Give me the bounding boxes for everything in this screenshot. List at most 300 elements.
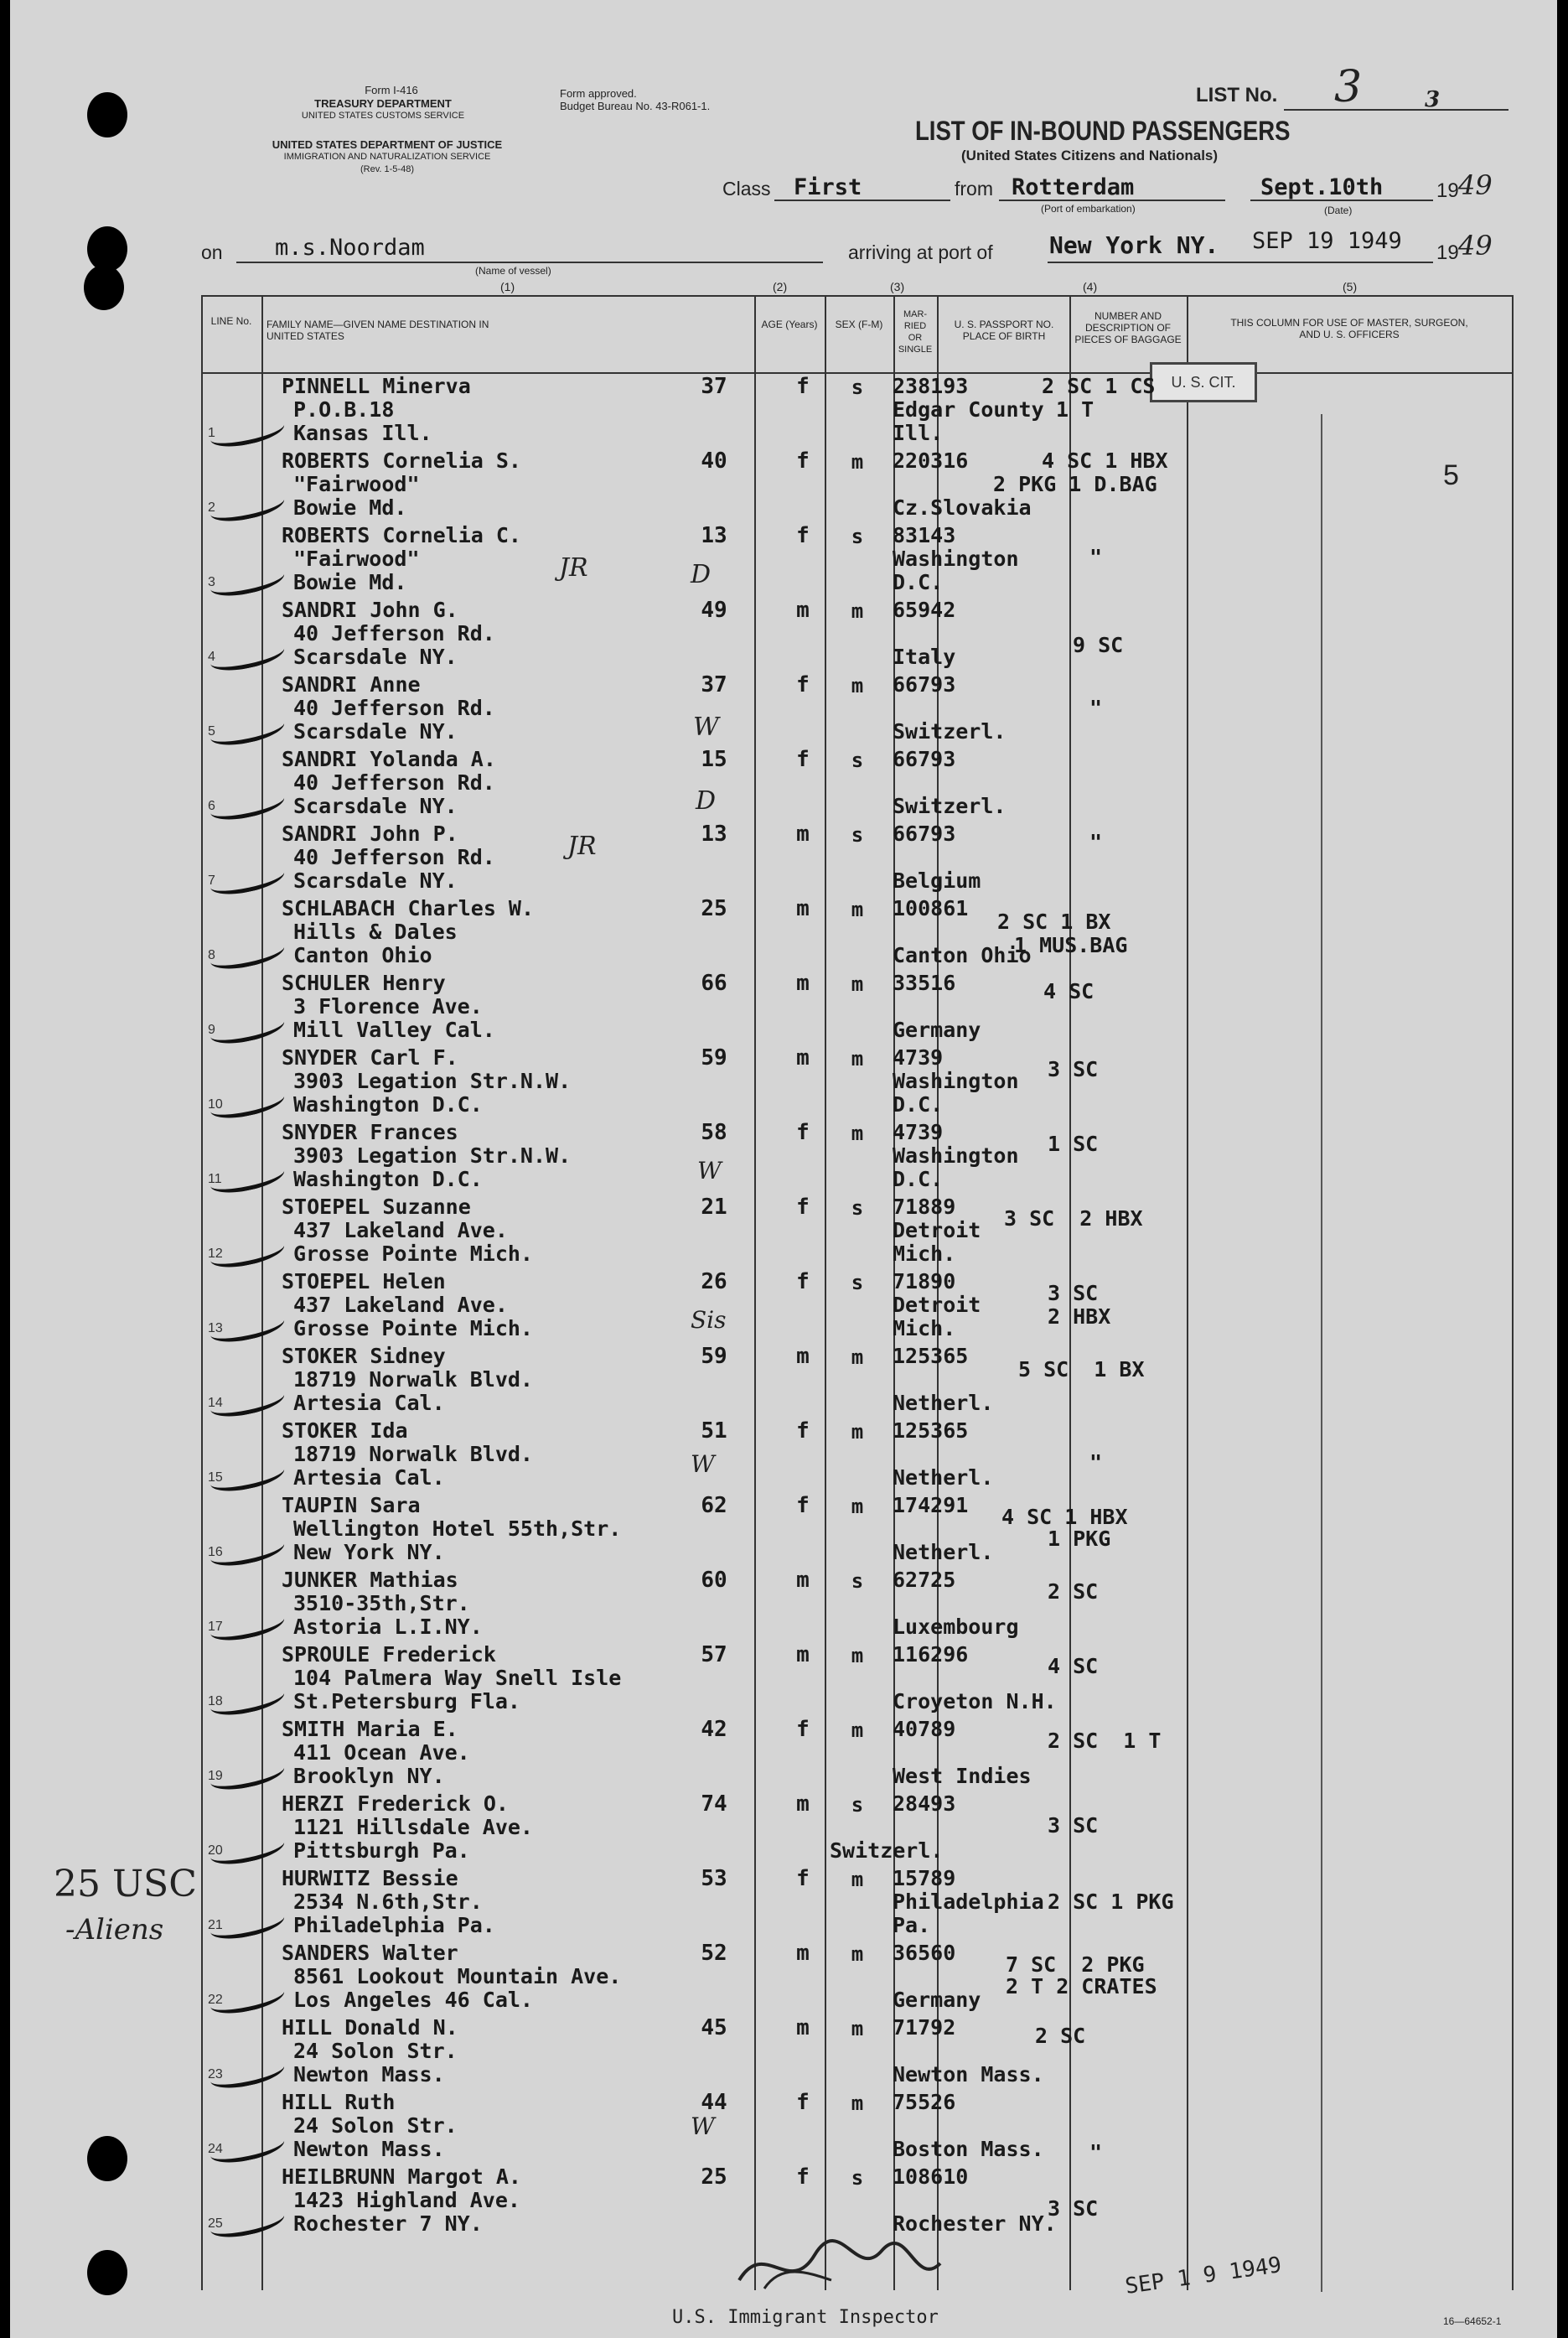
address-line-2: Artesia Cal. xyxy=(293,1391,445,1415)
sex: f xyxy=(796,1269,810,1294)
line-number: 13 xyxy=(208,1321,223,1335)
passport-number: 71792 xyxy=(893,2015,956,2040)
age: 13 xyxy=(701,523,727,548)
column-header-name: FAMILY NAME—GIVEN NAME DESTINATION IN UNITED STATES xyxy=(267,319,489,342)
passenger-row-13 xyxy=(201,1269,1557,1344)
address-line-2: Washington D.C. xyxy=(293,1167,483,1191)
sex: f xyxy=(796,672,810,697)
line-number: 23 xyxy=(208,2067,223,2081)
baggage-line-2: 2 T 2 CRATES xyxy=(1006,1974,1157,1998)
marital-status: s xyxy=(851,1271,864,1294)
marital-status: s xyxy=(851,1196,864,1220)
baggage-line-1: 2 SC 1 T xyxy=(1048,1729,1162,1753)
check-mark xyxy=(208,636,287,676)
line-number: 7 xyxy=(208,874,215,888)
birthplace-line-2: Belgium xyxy=(893,868,981,893)
annotation-jr-1: JR xyxy=(559,553,588,583)
passenger-name: HILL Donald N. xyxy=(282,2015,458,2040)
entries xyxy=(201,0,1514,2338)
baggage-line-1: 4 SC xyxy=(1043,979,1094,1003)
sex: f xyxy=(796,374,810,399)
line-number: 6 xyxy=(208,799,215,813)
address-line-2: Brooklyn NY. xyxy=(293,1764,445,1788)
sex: m xyxy=(796,1568,810,1593)
passport-number: 66793 xyxy=(893,747,956,771)
sex: f xyxy=(796,1493,810,1518)
address-line-1: 3903 Legation Str.N.W. xyxy=(293,1143,572,1168)
check-mark xyxy=(208,860,287,899)
form-approved: Form approved. xyxy=(560,87,637,100)
line-number: 20 xyxy=(208,1843,223,1858)
birthplace-line-2: D.C. xyxy=(893,570,944,594)
birthplace-line-2: Italy xyxy=(893,645,956,669)
arrival-port: New York NY. xyxy=(1049,231,1219,259)
passenger-name: SANDERS Walter xyxy=(282,1941,458,1965)
list-number-secondary: 3 xyxy=(1425,87,1441,112)
age: 52 xyxy=(701,1941,727,1966)
embarkation-date: Sept.10th xyxy=(1260,174,1384,200)
birthplace-line-2: Germany xyxy=(893,1018,981,1042)
address-line-1: 8561 Lookout Mountain Ave. xyxy=(293,1964,622,1988)
address-line-1: 3903 Legation Str.N.W. xyxy=(293,1069,572,1093)
baggage-line-2: 2 PKG 1 D.BAG xyxy=(993,472,1157,496)
column-number-4: (4) xyxy=(1083,280,1098,293)
sex: f xyxy=(796,2090,810,2115)
baggage-line-1: 1 SC xyxy=(1048,1132,1099,1156)
birthplace-line-2: Croyeton N.H. xyxy=(893,1689,1057,1713)
passenger-name: ROBERTS Cornelia S. xyxy=(282,448,521,473)
birthplace-line-1: Washington xyxy=(893,1069,1019,1093)
margin-number: 5 xyxy=(1443,459,1459,491)
address-line-1: 1423 Highland Ave. xyxy=(293,2188,520,2212)
age: 57 xyxy=(701,1642,727,1667)
budget-bureau: Budget Bureau No. 43-R061-1. xyxy=(560,100,711,112)
address-line-1: 104 Palmera Way Snell Isle xyxy=(293,1666,622,1690)
marital-status: m xyxy=(851,1345,864,1369)
age: 60 xyxy=(701,1568,727,1593)
line-number: 22 xyxy=(208,1993,223,2007)
birthplace-line-2: Netherl. xyxy=(893,1540,994,1564)
passport-number: 4739 xyxy=(893,1120,944,1144)
line-number: 12 xyxy=(208,1247,223,1261)
birthplace-line-2: D.C. xyxy=(893,1167,944,1191)
passenger-row-15 xyxy=(201,1418,1557,1493)
annotation-d-1: D xyxy=(691,560,712,589)
passenger-row-5 xyxy=(201,672,1557,747)
passenger-row-4 xyxy=(201,598,1557,672)
birthplace-line-2: West Indies xyxy=(893,1764,1032,1788)
passenger-row-8 xyxy=(201,896,1557,971)
baggage-line-1: 3 SC xyxy=(1048,2196,1099,2221)
passenger-row-16 xyxy=(201,1493,1557,1568)
line-number: 3 xyxy=(208,575,215,589)
passenger-name: STOKER Sidney xyxy=(282,1344,446,1368)
line-number: 15 xyxy=(208,1470,223,1485)
baggage-line-2: 1 MUS.BAG xyxy=(1014,933,1128,957)
marital-status: m xyxy=(851,1644,864,1667)
age: 74 xyxy=(701,1791,727,1817)
age: 40 xyxy=(701,448,727,474)
class-value: First xyxy=(794,174,862,200)
check-mark xyxy=(208,1009,287,1049)
passenger-name: ROBERTS Cornelia C. xyxy=(282,523,521,547)
page-title: LIST OF IN-BOUND PASSENGERS xyxy=(915,116,1291,146)
passenger-row-3 xyxy=(201,523,1557,598)
passenger-name: SANDRI John P. xyxy=(282,822,458,846)
passenger-name: SNYDER Frances xyxy=(282,1120,458,1144)
address-line-1: P.O.B.18 xyxy=(293,397,395,422)
passenger-row-24 xyxy=(201,2090,1557,2164)
treasury-department: TREASURY DEPARTMENT xyxy=(314,97,452,110)
address-line-2: Mill Valley Cal. xyxy=(293,1018,495,1042)
birthplace-line-2: Switzerl. xyxy=(893,794,1007,818)
age: 45 xyxy=(701,2015,727,2040)
form-number: Form I-416 xyxy=(365,84,418,96)
age: 37 xyxy=(701,374,727,399)
age: 58 xyxy=(701,1120,727,1145)
address-line-2: Canton Ohio xyxy=(293,943,432,967)
check-mark xyxy=(208,711,287,750)
address-line-1: 411 Ocean Ave. xyxy=(293,1740,470,1765)
line-number: 14 xyxy=(208,1396,223,1410)
line-number: 5 xyxy=(208,724,215,739)
passenger-row-6 xyxy=(201,747,1557,822)
age: 15 xyxy=(701,747,727,772)
sex: m xyxy=(796,598,810,623)
column-header-age: AGE (Years) xyxy=(761,319,818,330)
address-line-1: Wellington Hotel 55th,Str. xyxy=(293,1516,622,1541)
manifest-page xyxy=(10,0,1557,2338)
passport-number: 66793 xyxy=(893,822,956,846)
check-mark xyxy=(208,562,287,601)
marital-status: m xyxy=(851,2017,864,2040)
age: 26 xyxy=(701,1269,727,1294)
marital-status: m xyxy=(851,1495,864,1518)
line-number: 21 xyxy=(208,1918,223,1932)
marital-status: s xyxy=(851,823,864,847)
marital-status: s xyxy=(851,2166,864,2190)
baggage-line-1: " xyxy=(1089,696,1103,720)
passport-number: 116296 xyxy=(893,1642,969,1667)
check-mark xyxy=(208,935,287,974)
embarkation-port: Rotterdam xyxy=(1012,174,1135,200)
passport-number: 40789 xyxy=(893,1717,956,1741)
age: 49 xyxy=(701,598,727,623)
arrival-year-prefix: 19 xyxy=(1436,241,1459,264)
line-number: 24 xyxy=(208,2142,223,2156)
passenger-row-18 xyxy=(201,1642,1557,1717)
age: 59 xyxy=(701,1045,727,1071)
baggage-line-1: 3 SC xyxy=(1048,1813,1099,1838)
punch-hole xyxy=(84,265,124,310)
birthplace-line-2: Boston Mass. xyxy=(893,2137,1044,2161)
column-header-married: MAR-RIED OR SINGLE xyxy=(898,309,933,355)
immigration-service: IMMIGRATION AND NATURALIZATION SERVICE xyxy=(283,152,491,162)
baggage-line-2: 1 T xyxy=(1056,397,1094,422)
age: 37 xyxy=(701,672,727,697)
address-line-1: 18719 Norwalk Blvd. xyxy=(293,1367,533,1392)
birthplace-line-2: Switzerl. xyxy=(830,1838,944,1863)
passenger-name: STOEPEL Helen xyxy=(282,1269,446,1293)
inspection-date-stamp: SEP 1 9 1949 xyxy=(1123,2252,1284,2299)
address-line-1: 40 Jefferson Rd. xyxy=(293,696,495,720)
age: 25 xyxy=(701,2164,727,2190)
annotation-w-3: W xyxy=(691,1450,715,1478)
birthplace-line-2: Ill. xyxy=(893,421,944,445)
address-line-2: Grosse Pointe Mich. xyxy=(293,1242,533,1266)
marital-status: m xyxy=(851,1942,864,1966)
column-number-2: (2) xyxy=(773,280,788,293)
marital-status: s xyxy=(851,376,864,399)
customs-service: UNITED STATES CUSTOMS SERVICE xyxy=(301,111,465,121)
passenger-name: STOEPEL Suzanne xyxy=(282,1195,471,1219)
birthplace-line-2: Mich. xyxy=(893,1316,956,1340)
marital-status: m xyxy=(851,898,864,921)
marital-status: m xyxy=(851,599,864,623)
birthplace-line-2: Newton Mass. xyxy=(893,2062,1044,2087)
sex: f xyxy=(796,1120,810,1145)
age: 59 xyxy=(701,1344,727,1369)
check-mark xyxy=(208,487,287,526)
address-line-1: 18719 Norwalk Blvd. xyxy=(293,1442,533,1466)
passenger-name: SNYDER Carl F. xyxy=(282,1045,458,1070)
birthplace-line-2: Netherl. xyxy=(893,1391,994,1415)
sex: f xyxy=(796,2164,810,2190)
baggage-line-1: 2 SC xyxy=(1048,1579,1099,1604)
department-of-justice: UNITED STATES DEPARTMENT OF JUSTICE xyxy=(272,138,503,151)
sex: m xyxy=(796,1344,810,1369)
address-line-2: Grosse Pointe Mich. xyxy=(293,1316,533,1340)
class-label: Class xyxy=(722,178,771,200)
page-subtitle: (United States Citizens and Nationals) xyxy=(961,148,1219,163)
passenger-name: STOKER Ida xyxy=(282,1418,408,1443)
margin-note-aliens: -Aliens xyxy=(65,1913,164,1947)
address-line-1: 3 Florence Ave. xyxy=(293,994,483,1019)
age: 51 xyxy=(701,1418,727,1444)
birthplace-line-2: Mich. xyxy=(893,1242,956,1266)
address-line-2: Scarsdale NY. xyxy=(293,794,458,818)
birthplace-line-1: Cz.Slovakia xyxy=(893,495,1032,520)
annotation-w-1: W xyxy=(693,713,719,742)
marital-status: s xyxy=(851,1569,864,1593)
marital-status: m xyxy=(851,972,864,996)
address-line-2: Scarsdale NY. xyxy=(293,719,458,744)
line-number: 16 xyxy=(208,1545,223,1559)
baggage-line-1: 2 SC xyxy=(1035,2024,1086,2048)
passenger-name: HURWITZ Bessie xyxy=(282,1866,458,1890)
address-line-2: New York NY. xyxy=(293,1540,445,1564)
passport-number: 100861 xyxy=(893,896,969,920)
baggage-line-1: 9 SC xyxy=(1073,633,1124,657)
birthplace-line-2: Canton Ohio xyxy=(893,943,1032,967)
punch-hole xyxy=(87,92,127,137)
date-caption: (Date) xyxy=(1324,205,1353,216)
address-line-1: 24 Solon Str. xyxy=(293,2039,458,2063)
birthplace-line-2: Germany xyxy=(893,1988,981,2012)
passport-number: 33516 xyxy=(893,971,956,995)
address-line-2: St.Petersburg Fla. xyxy=(293,1689,520,1713)
marital-status: m xyxy=(851,674,864,697)
birthplace-line-2: Pa. xyxy=(893,1913,931,1937)
sex: m xyxy=(796,1642,810,1667)
birthplace-line-1: Detroit xyxy=(893,1218,981,1242)
birthplace-line-2: Netherl. xyxy=(893,1465,994,1490)
inspector-signature xyxy=(731,2230,949,2305)
line-number: 18 xyxy=(208,1694,223,1708)
address-line-1: 1121 Hillsdale Ave. xyxy=(293,1815,533,1839)
birthplace-line-2: D.C. xyxy=(893,1092,944,1117)
annotation-d-2: D xyxy=(696,786,717,816)
sex: f xyxy=(796,1717,810,1742)
passenger-row-21 xyxy=(201,1866,1557,1941)
address-line-2: Los Angeles 46 Cal. xyxy=(293,1988,533,2012)
us-citizen-stamp: U. S. CIT. xyxy=(1150,362,1257,402)
passenger-name: SCHULER Henry xyxy=(282,971,446,995)
passport-number: 15789 xyxy=(893,1866,956,1890)
annotation-jr-2: JR xyxy=(567,832,597,861)
passenger-row-23 xyxy=(201,2015,1557,2090)
address-line-1: 40 Jefferson Rd. xyxy=(293,845,495,869)
column-number-5: (5) xyxy=(1343,280,1358,293)
line-number: 9 xyxy=(208,1023,215,1037)
passport-number: 220316 xyxy=(893,448,969,473)
age: 21 xyxy=(701,1195,727,1220)
passenger-name: HERZI Frederick O. xyxy=(282,1791,509,1816)
address-line-2: Pittsburgh Pa. xyxy=(293,1838,470,1863)
address-line-1: 437 Lakeland Ave. xyxy=(293,1218,508,1242)
line-number: 11 xyxy=(208,1172,222,1186)
sex: m xyxy=(796,1791,810,1817)
passenger-name: SPROULE Frederick xyxy=(282,1642,496,1667)
address-line-1: 40 Jefferson Rd. xyxy=(293,621,495,645)
column-header-sex: SEX (F-M) xyxy=(835,319,883,330)
passport-number: 65942 xyxy=(893,598,956,622)
passenger-row-14 xyxy=(201,1344,1557,1418)
birthplace-line-1: Washington xyxy=(893,1143,1019,1168)
baggage-line-1: 3 SC xyxy=(1048,1057,1099,1081)
passenger-row-20 xyxy=(201,1791,1557,1866)
age: 44 xyxy=(701,2090,727,2115)
line-number: 19 xyxy=(208,1769,223,1783)
marital-status: s xyxy=(851,749,864,772)
line-number: 25 xyxy=(208,2216,223,2231)
baggage-line-1: " xyxy=(1089,830,1103,854)
address-line-2: Newton Mass. xyxy=(293,2062,445,2087)
address-line-2: Scarsdale NY. xyxy=(293,868,458,893)
inspector-signature-caption: U.S. Immigrant Inspector xyxy=(672,2307,939,2328)
baggage-line-1: 3 SC xyxy=(1048,1281,1099,1305)
passenger-name: SCHLABACH Charles W. xyxy=(282,896,535,920)
line-number: 2 xyxy=(208,500,215,515)
age: 66 xyxy=(701,971,727,996)
passenger-row-2 xyxy=(201,448,1557,523)
margin-note-usc: 25 USC xyxy=(54,1863,197,1905)
passport-number: 238193 xyxy=(893,374,969,398)
passport-number: 174291 xyxy=(893,1493,969,1517)
passenger-name: SANDRI Anne xyxy=(282,672,421,697)
address-line-2: Washington D.C. xyxy=(293,1092,483,1117)
on-label: on xyxy=(201,241,223,263)
line-number: 4 xyxy=(208,650,215,664)
sex: f xyxy=(796,1195,810,1220)
address-line-1: Hills & Dales xyxy=(293,920,458,944)
marital-status: s xyxy=(851,1793,864,1817)
marital-status: m xyxy=(851,1719,864,1742)
baggage-line-1: " xyxy=(1089,545,1103,569)
marital-status: m xyxy=(851,450,864,474)
passenger-row-25 xyxy=(201,2164,1557,2239)
passenger-row-19 xyxy=(201,1717,1557,1791)
address-line-1: 3510-35th,Str. xyxy=(293,1591,470,1615)
sex: m xyxy=(796,971,810,996)
passport-number: 62725 xyxy=(893,1568,956,1592)
age: 42 xyxy=(701,1717,727,1742)
passport-number: 75526 xyxy=(893,2090,956,2114)
passport-number: 71890 xyxy=(893,1269,956,1293)
baggage-line-1: 4 SC 1 HBX xyxy=(1001,1505,1128,1529)
passport-number: 108610 xyxy=(893,2164,969,2189)
column-number-1: (1) xyxy=(500,280,515,293)
baggage-line-1: " xyxy=(1089,2140,1103,2164)
passenger-name: TAUPIN Sara xyxy=(282,1493,421,1517)
address-line-1: "Fairwood" xyxy=(293,472,420,496)
birthplace-line-1: Philadelphia xyxy=(893,1890,1044,1914)
address-line-2: Scarsdale NY. xyxy=(293,645,458,669)
check-mark xyxy=(208,412,287,452)
vessel-caption: (Name of vessel) xyxy=(475,265,551,277)
marital-status: m xyxy=(851,2092,864,2115)
from-label: from xyxy=(955,178,993,200)
passenger-name: JUNKER Mathias xyxy=(282,1568,458,1592)
address-line-2: Kansas Ill. xyxy=(293,421,432,445)
sex: f xyxy=(796,448,810,474)
passport-number: 71889 xyxy=(893,1195,956,1219)
passport-number: 28493 xyxy=(893,1791,956,1816)
birthplace-line-1: Washington xyxy=(893,547,1019,571)
punch-hole xyxy=(87,2250,127,2295)
arrival-year-suffix: 49 xyxy=(1458,230,1493,262)
line-number: 1 xyxy=(208,426,215,440)
address-line-2: Astoria L.I.NY. xyxy=(293,1615,483,1639)
address-line-1: "Fairwood" xyxy=(293,547,420,571)
baggage-line-2: 2 HBX xyxy=(1048,1304,1111,1329)
sex: f xyxy=(796,523,810,548)
passenger-row-12 xyxy=(201,1195,1557,1269)
sex: m xyxy=(796,2015,810,2040)
passenger-row-1 xyxy=(201,374,1557,448)
passenger-row-10 xyxy=(201,1045,1557,1120)
address-line-2: Artesia Cal. xyxy=(293,1465,445,1490)
punch-hole xyxy=(87,2136,127,2181)
marital-status: m xyxy=(851,1868,864,1891)
baggage-line-2: 1 PKG xyxy=(1048,1527,1111,1551)
port-caption: (Port of embarkation) xyxy=(1041,203,1136,215)
sex: m xyxy=(796,1045,810,1071)
passport-number: 36560 xyxy=(893,1941,956,1965)
passenger-row-22 xyxy=(201,1941,1557,2015)
address-line-2: Philadelphia Pa. xyxy=(293,1913,495,1937)
birthplace-line-1: Edgar County xyxy=(893,397,1044,422)
address-line-1: 24 Solon Str. xyxy=(293,2113,458,2138)
passport-number: 83143 xyxy=(893,523,956,547)
passenger-name: SANDRI John G. xyxy=(282,598,458,622)
marital-status: m xyxy=(851,1122,864,1145)
age: 53 xyxy=(701,1866,727,1891)
year-prefix: 19 xyxy=(1436,179,1459,202)
column-header-line: LINE No. xyxy=(210,315,252,327)
address-line-2: Newton Mass. xyxy=(293,2137,445,2161)
sex: m xyxy=(796,1941,810,1966)
